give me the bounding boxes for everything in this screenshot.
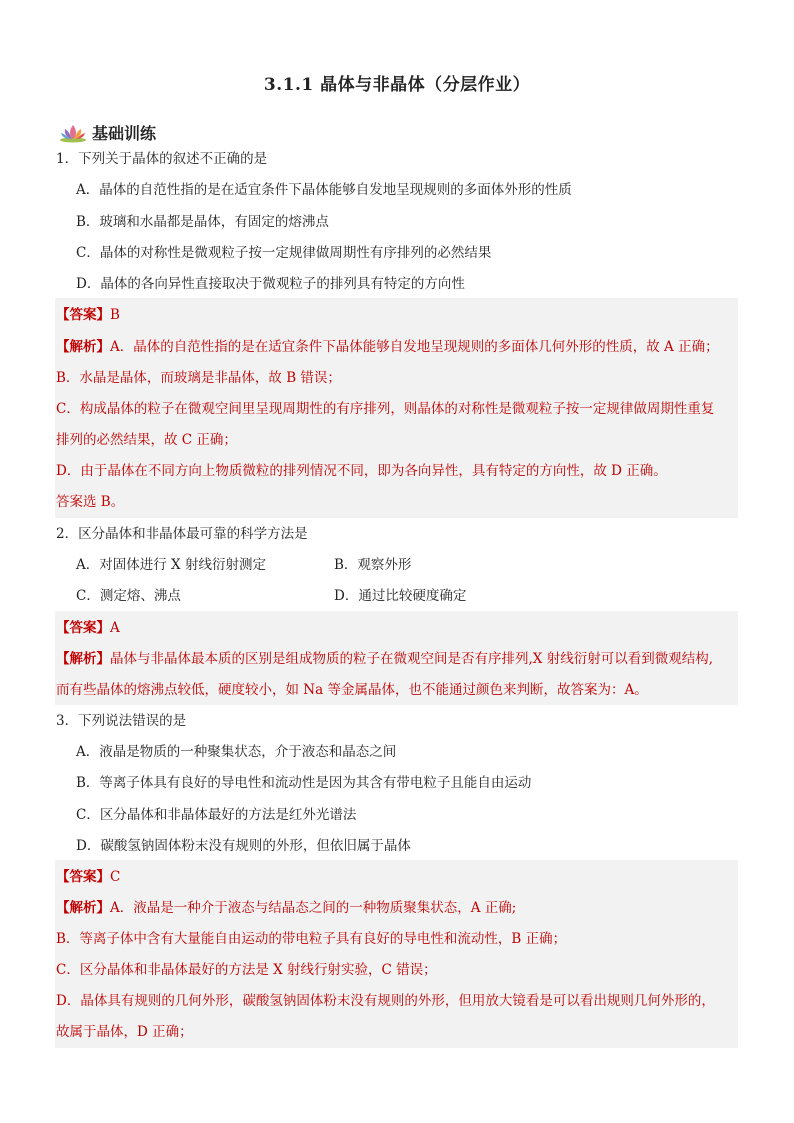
question-2-option-c: C．测定熔、沸点: [76, 588, 181, 604]
answer-value: A: [110, 620, 120, 636]
question-2-option-b: B．观察外形: [334, 557, 412, 573]
question-1-answer: [56, 305, 120, 325]
answer-value: B: [110, 307, 120, 323]
question-1-option-a: A．晶体的自范性指的是在适宜条件下晶体能够自发地呈现规则的多面体外形的性质: [76, 182, 572, 198]
question-2-analysis-line: [56, 649, 713, 669]
question-3-stem: 3．下列说法错误的是: [56, 713, 187, 729]
analysis-tag: 【解析】: [56, 651, 110, 667]
question-3-option-d: D．碳酸氢钠固体粉末没有规则的外形，但依旧属于晶体: [76, 838, 411, 854]
question-1-analysis-line: 排列的必然结果，故 C 正确；: [56, 432, 237, 448]
answer-tag: 【答案】: [56, 869, 110, 885]
question-1-option-d: D．晶体的各向异性直接取决于微观粒子的排列具有特定的方向性: [76, 276, 465, 292]
question-1-analysis-line: D．由于晶体在不同方向上物质微粒的排列情况不同，即为各向异性，具有特定的方向性，故 D 正确。: [56, 463, 667, 479]
question-3-analysis-line: C．区分晶体和非晶体最好的方法是 X 射线行射实验，C 错误；: [56, 962, 437, 978]
section-header: [58, 120, 156, 144]
section-label: 基础训练: [92, 123, 157, 143]
answer-tag: 【答案】: [56, 307, 110, 323]
page-title: 3.1.1 晶体与非晶体（分层作业）: [263, 75, 531, 95]
answer-tag: 【答案】: [56, 620, 110, 636]
question-2-stem: 2．区分晶体和非晶体最可靠的科学方法是: [56, 526, 308, 542]
question-1-analysis-line: B．水晶是晶体，而玻璃是非晶体，故 B 错误；: [56, 370, 341, 386]
analysis-text: 晶体与非晶体最本质的区别是组成物质的粒子在微观空间是否有序排列,X 射线衍射可以看到微观结构,: [110, 651, 713, 667]
question-1-stem: 1．下列关于晶体的叙述不正确的是: [56, 151, 268, 167]
question-3-analysis-line: [56, 898, 516, 918]
analysis-tag: 【解析】: [56, 900, 110, 916]
analysis-text: A．液晶是一种介于液态与结晶态之间的一种物质聚集状态，A 正确;: [110, 900, 517, 916]
question-3-analysis-line: B．等离子体中含有大量能自由运动的带电粒子具有良好的导电性和流动性，B 正确；: [56, 931, 567, 947]
question-3-analysis-line: D．晶体具有规则的几何外形，碳酸氢钠固体粉末没有规则的外形，但用放大镜看是可以看出规则几何外形的，: [56, 993, 715, 1009]
question-1-option-c: C．晶体的对称性是微观粒子按一定规律做周期性有序排列的必然结果: [76, 245, 492, 261]
answer-value: C: [110, 869, 121, 885]
question-2-answer: [56, 618, 120, 638]
question-2-option-d: D．通过比较硬度确定: [334, 588, 467, 604]
question-1-analysis-line: C．构成晶体的粒子在微观空间里呈现周期性的有序排列，则晶体的对称性是微观粒子按一定规律做周期性重复: [56, 401, 715, 417]
question-2-analysis-line: 而有些晶体的熔沸点较低，硬度较小，如 Na 等金属晶体，也不能通过颜色来判断，故答案为：A。: [56, 682, 648, 698]
analysis-text: A．晶体的自范性指的是在适宜条件下晶体能够自发地呈现规则的多面体几何外形的性质，故 A 正确；: [110, 339, 719, 355]
question-1-option-b: B．玻璃和水晶都是晶体，有固定的熔沸点: [76, 214, 329, 230]
question-1-analysis-line: 答案选 B。: [56, 494, 125, 510]
question-3-option-a: A．液晶是物质的一种聚集状态，介于液态和晶态之间: [76, 744, 397, 760]
question-3-answer-block: [55, 860, 738, 1048]
question-3-option-c: C．区分晶体和非晶体最好的方法是红外光谱法: [76, 807, 357, 823]
question-3-option-b: B．等离子体具有良好的导电性和流动性是因为其含有带电粒子且能自由运动: [76, 775, 532, 791]
question-1-analysis-line: [56, 337, 719, 357]
lotus-icon: [58, 121, 88, 143]
question-3-answer: [56, 867, 120, 887]
question-2-option-a: A．对固体进行 X 射线衍射测定: [76, 557, 266, 573]
question-3-analysis-line: 故属于晶体，D 正确；: [56, 1024, 193, 1040]
analysis-tag: 【解析】: [56, 339, 110, 355]
